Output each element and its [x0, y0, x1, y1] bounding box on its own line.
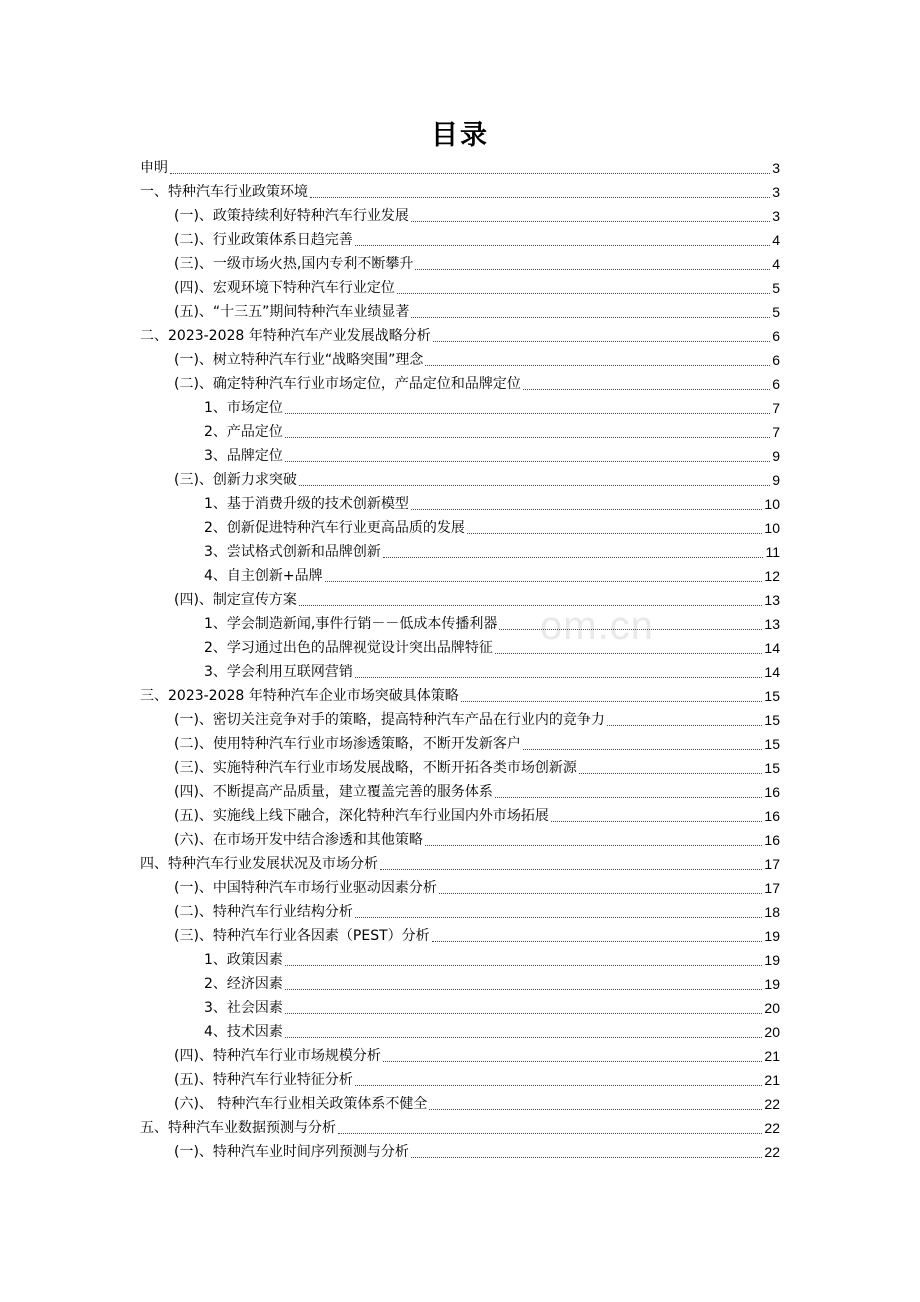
toc-page-number: 22 — [764, 1120, 780, 1136]
toc-page-number: 3 — [772, 184, 780, 200]
toc-entry[interactable] — [140, 756, 780, 780]
toc-entry-title: 一、特种汽车行业政策环境 — [140, 184, 308, 200]
toc-entry-title: (一)、密切关注竞争对手的策略，提高特种汽车产品在行业内的竞争力 — [174, 712, 605, 728]
toc-dot-leader — [285, 1036, 763, 1038]
watermark: om.cn — [540, 604, 654, 648]
toc-page-number: 4 — [772, 256, 780, 272]
toc-entry[interactable] — [140, 420, 780, 444]
toc-dot-leader — [285, 964, 763, 966]
toc-entry[interactable] — [140, 1092, 780, 1116]
toc-entry-title: (四)、特种汽车行业市场规模分析 — [174, 1048, 381, 1064]
toc-entry[interactable] — [140, 156, 780, 180]
toc-page-number: 7 — [772, 424, 780, 440]
toc-entry[interactable] — [140, 276, 780, 300]
toc-page-number: 9 — [772, 472, 780, 488]
toc-entry[interactable] — [140, 1140, 780, 1164]
toc-entry[interactable] — [140, 468, 780, 492]
toc-entry-title: (六)、 特种汽车行业相关政策体系不健全 — [174, 1096, 428, 1112]
toc-dot-leader — [299, 604, 762, 606]
toc-dot-leader — [415, 268, 770, 270]
toc-entry[interactable] — [140, 588, 780, 612]
toc-dot-leader — [439, 892, 762, 894]
toc-dot-leader — [285, 436, 770, 438]
toc-page-number: 19 — [764, 952, 780, 968]
toc-entry[interactable] — [140, 228, 780, 252]
toc-entry[interactable] — [140, 1068, 780, 1092]
toc-dot-leader — [355, 916, 762, 918]
toc-dot-leader — [495, 652, 763, 654]
toc-page-number: 5 — [772, 280, 780, 296]
toc-page-number: 6 — [772, 376, 780, 392]
toc-page-number: 11 — [765, 544, 780, 560]
toc-page-number: 22 — [764, 1096, 780, 1112]
toc-entry-title: 三、2023-2028 年特种汽车企业市场突破具体策略 — [140, 688, 459, 704]
toc-page-number: 9 — [772, 448, 780, 464]
toc-page-number: 14 — [764, 640, 780, 656]
toc-dot-leader — [380, 868, 762, 870]
toc-dot-leader — [170, 172, 770, 174]
toc-entry[interactable] — [140, 1116, 780, 1140]
toc-page-number: 16 — [764, 784, 780, 800]
toc-entry[interactable] — [140, 780, 780, 804]
toc-page-number: 17 — [764, 880, 780, 896]
toc-entry-title: (一)、树立特种汽车行业“战略突围”理念 — [174, 352, 424, 368]
toc-entry[interactable] — [140, 180, 780, 204]
toc-page-number: 6 — [772, 328, 780, 344]
toc-entry[interactable] — [140, 828, 780, 852]
toc-entry-title: (五)、实施线上线下融合，深化特种汽车行业国内外市场拓展 — [174, 808, 549, 824]
toc-page-number: 4 — [772, 232, 780, 248]
toc-page-number: 17 — [764, 856, 780, 872]
toc-entry-title: (五)、特种汽车行业特征分析 — [174, 1072, 353, 1088]
toc-page-number: 19 — [764, 928, 780, 944]
toc-entry-title: (二)、特种汽车行业结构分析 — [174, 904, 353, 920]
toc-entry[interactable] — [140, 396, 780, 420]
toc-entry-title: 二、2023-2028 年特种汽车产业发展战略分析 — [140, 328, 431, 344]
toc-entry-title: 五、特种汽车业数据预测与分析 — [140, 1120, 336, 1136]
toc-dot-leader — [299, 484, 770, 486]
toc-entry-title: 2、学习通过出色的品牌视觉设计突出品牌特征 — [204, 640, 493, 656]
toc-entry-title: 4、技术因素 — [204, 1024, 283, 1040]
toc-entry-title: (一)、中国特种汽车市场行业驱动因素分析 — [174, 880, 437, 896]
toc-page-number: 7 — [772, 400, 780, 416]
toc-entry[interactable] — [140, 492, 780, 516]
toc-dot-leader — [397, 292, 770, 294]
toc-entry-title: (三)、创新力求突破 — [174, 472, 297, 488]
toc-entry-title: 3、社会因素 — [204, 1000, 283, 1016]
toc-page-number: 21 — [764, 1072, 780, 1088]
toc-dot-leader — [499, 628, 762, 630]
toc-dot-leader — [607, 724, 762, 726]
toc-page-number: 15 — [764, 712, 780, 728]
toc-dot-leader — [523, 748, 762, 750]
toc-dot-leader — [429, 1108, 762, 1110]
toc-page-number: 10 — [764, 520, 780, 536]
toc-entry-title: 1、市场定位 — [204, 400, 283, 416]
page-title: 目录 — [431, 120, 489, 151]
toc-page-number: 15 — [764, 736, 780, 752]
toc-page-number: 3 — [772, 208, 780, 224]
toc-entry[interactable] — [140, 372, 780, 396]
toc-dot-leader — [425, 844, 762, 846]
toc-dot-leader — [551, 820, 762, 822]
toc-dot-leader — [285, 1012, 763, 1014]
toc-dot-leader — [425, 364, 770, 366]
toc-dot-leader — [411, 1156, 762, 1158]
toc-dot-leader — [461, 700, 763, 702]
toc-dot-leader — [579, 772, 762, 774]
toc-page-number: 16 — [764, 832, 780, 848]
toc-entry[interactable] — [140, 924, 780, 948]
toc-entry-title: (三)、一级市场火热,国内专利不断攀升 — [174, 256, 414, 272]
toc-entry[interactable] — [140, 660, 780, 684]
table-of-contents — [140, 156, 780, 1164]
toc-entry[interactable] — [140, 900, 780, 924]
toc-dot-leader — [383, 556, 764, 558]
toc-entry[interactable] — [140, 324, 780, 348]
toc-dot-leader — [338, 1132, 762, 1134]
toc-page-number: 14 — [764, 664, 780, 680]
toc-entry[interactable] — [140, 804, 780, 828]
toc-entry-title: (二)、确定特种汽车行业市场定位，产品定位和品牌定位 — [174, 376, 521, 392]
toc-entry-title: (三)、特种汽车行业各因素（PEST）分析 — [174, 928, 430, 944]
toc-entry[interactable] — [140, 612, 780, 636]
toc-entry-title: (二)、使用特种汽车行业市场渗透策略，不断开发新客户 — [174, 736, 521, 752]
toc-entry-title: 4、自主创新+品牌 — [204, 568, 323, 584]
toc-entry[interactable] — [140, 1044, 780, 1068]
toc-entry-title: 3、品牌定位 — [204, 448, 283, 464]
toc-entry[interactable] — [140, 732, 780, 756]
toc-dot-leader — [285, 412, 770, 414]
toc-dot-leader — [285, 460, 770, 462]
toc-dot-leader — [285, 988, 763, 990]
toc-entry-title: (四)、宏观环境下特种汽车行业定位 — [174, 280, 395, 296]
toc-entry[interactable] — [140, 852, 780, 876]
toc-entry-title: (一)、政策持续利好特种汽车行业发展 — [174, 208, 409, 224]
toc-entry[interactable] — [140, 444, 780, 468]
toc-dot-leader — [411, 220, 770, 222]
toc-dot-leader — [411, 508, 763, 510]
toc-entry[interactable] — [140, 348, 780, 372]
toc-dot-leader — [495, 796, 762, 798]
toc-entry[interactable] — [140, 948, 780, 972]
toc-dot-leader — [411, 316, 770, 318]
toc-entry[interactable] — [140, 684, 780, 708]
toc-dot-leader — [523, 388, 770, 390]
toc-dot-leader — [355, 676, 763, 678]
toc-entry-title: (一)、特种汽车业时间序列预测与分析 — [174, 1144, 409, 1160]
toc-dot-leader — [325, 580, 763, 582]
toc-entry-title: (四)、不断提高产品质量，建立覆盖完善的服务体系 — [174, 784, 493, 800]
toc-dot-leader — [310, 196, 770, 198]
toc-page-number: 20 — [764, 1024, 780, 1040]
toc-dot-leader — [467, 532, 763, 534]
toc-entry-title: (三)、实施特种汽车行业市场发展战略，不断开拓各类市场创新源 — [174, 760, 577, 776]
toc-page-number: 22 — [764, 1144, 780, 1160]
toc-dot-leader — [433, 340, 770, 342]
toc-page-number: 13 — [764, 592, 780, 608]
toc-page-number: 12 — [764, 568, 780, 584]
toc-entry[interactable] — [140, 204, 780, 228]
toc-entry[interactable] — [140, 516, 780, 540]
toc-entry-title: (四)、制定宣传方案 — [174, 592, 297, 608]
toc-entry-title: 四、特种汽车行业发展状况及市场分析 — [140, 856, 378, 872]
toc-entry[interactable] — [140, 540, 780, 564]
toc-page-number: 10 — [764, 496, 780, 512]
toc-entry-title: 2、创新促进特种汽车行业更高品质的发展 — [204, 520, 465, 536]
toc-page-number: 20 — [764, 1000, 780, 1016]
toc-entry[interactable] — [140, 972, 780, 996]
toc-entry-title: 2、产品定位 — [204, 424, 283, 440]
toc-dot-leader — [355, 244, 770, 246]
toc-page-number: 5 — [772, 304, 780, 320]
toc-entry-title: 2、经济因素 — [204, 976, 283, 992]
toc-page-number: 16 — [764, 808, 780, 824]
toc-entry[interactable] — [140, 1020, 780, 1044]
toc-dot-leader — [432, 940, 763, 942]
toc-dot-leader — [355, 1084, 762, 1086]
toc-page-number: 13 — [764, 616, 780, 632]
toc-page-number: 21 — [764, 1048, 780, 1064]
toc-page-number: 18 — [764, 904, 780, 920]
toc-entry-title: (二)、行业政策体系日趋完善 — [174, 232, 353, 248]
toc-entry-title: 1、基于消费升级的技术创新模型 — [204, 496, 409, 512]
toc-page-number: 19 — [764, 976, 780, 992]
toc-entry-title: 申明 — [140, 160, 168, 176]
toc-page-number: 3 — [772, 160, 780, 176]
toc-page-number: 15 — [764, 688, 780, 704]
toc-entry[interactable] — [140, 564, 780, 588]
toc-dot-leader — [383, 1060, 762, 1062]
toc-entry[interactable] — [140, 300, 780, 324]
toc-entry-title: (五)、“十三五”期间特种汽车业绩显著 — [174, 304, 410, 320]
toc-entry[interactable] — [140, 876, 780, 900]
toc-entry[interactable] — [140, 708, 780, 732]
toc-entry-title: 3、学会利用互联网营销 — [204, 664, 353, 680]
toc-entry-title: 1、政策因素 — [204, 952, 283, 968]
toc-entry-title: 1、学会制造新闻,事件行销－－低成本传播利器 — [204, 616, 498, 632]
toc-entry-title: 3、尝试格式创新和品牌创新 — [204, 544, 381, 560]
toc-page-number: 15 — [764, 760, 780, 776]
toc-entry[interactable] — [140, 636, 780, 660]
toc-entry[interactable] — [140, 996, 780, 1020]
toc-entry-title: (六)、在市场开发中结合渗透和其他策略 — [174, 832, 423, 848]
toc-entry[interactable] — [140, 252, 780, 276]
toc-page-number: 6 — [772, 352, 780, 368]
